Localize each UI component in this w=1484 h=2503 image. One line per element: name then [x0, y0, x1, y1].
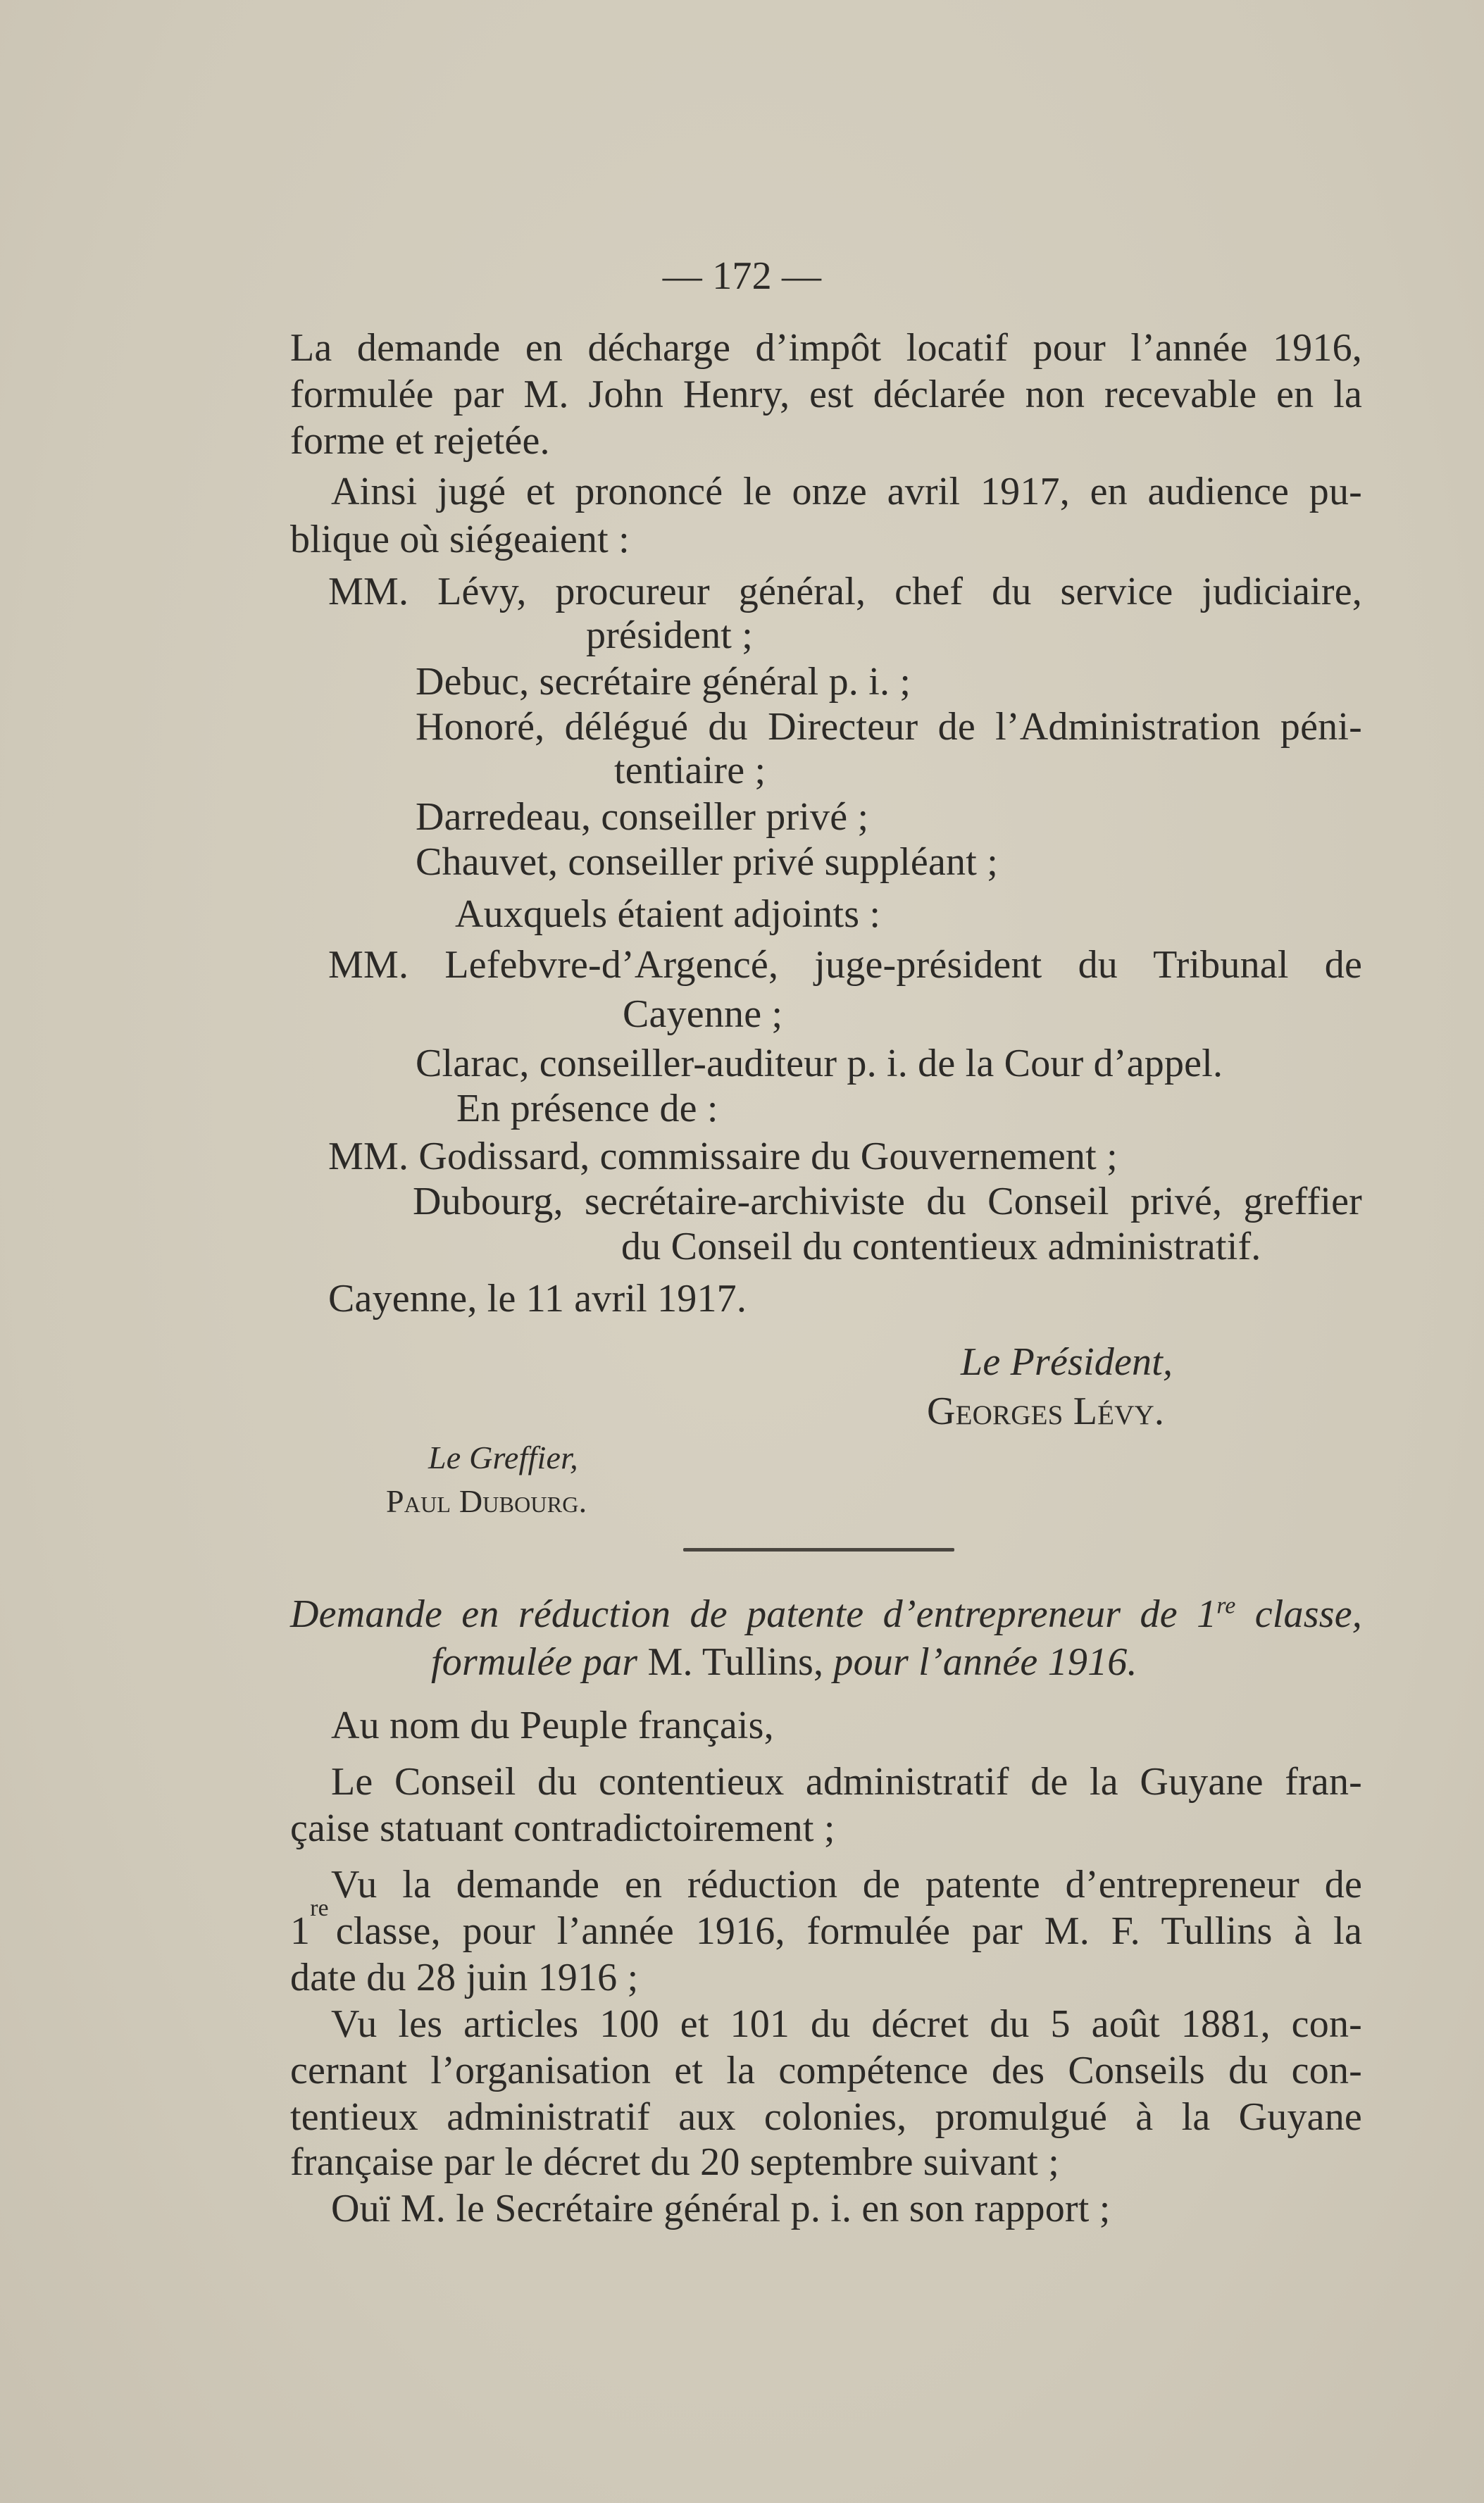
member-line: tentiaire ;	[614, 749, 766, 792]
section-heading-line: formulée par M. Tullins, pour l’année 1916.	[431, 1640, 1137, 1684]
place-date: Cayenne, le 11 avril 1917.	[328, 1277, 747, 1321]
president-title: Le Président,	[961, 1340, 1173, 1384]
text-line: blique où siégeaient :	[290, 518, 630, 561]
greffier-title: Le Greffier,	[428, 1440, 578, 1475]
text-line: Ainsi jugé et prononcé le onze avril 1917, en audience pu-	[331, 470, 1362, 513]
member-line: Chauvet, conseiller privé suppléant ;	[416, 840, 998, 884]
text-line: forme et rejetée.	[290, 419, 550, 463]
member-line: En présence de :	[456, 1087, 718, 1130]
text-line: Ouï M. le Secrétaire général p. i. en son rapport ;	[331, 2187, 1111, 2230]
section-heading-line: Demande en réduction de patente d’entrepreneur de 1re classe,	[290, 1592, 1362, 1636]
member-line: Darredeau, conseiller privé ;	[416, 795, 869, 839]
member-line: Auxquels étaient adjoints :	[455, 892, 881, 936]
text-line: La demande en décharge d’impôt locatif pour l’année 1916,	[290, 326, 1362, 370]
text-line: formulée par M. John Henry, est déclarée non recevable en la	[290, 373, 1362, 416]
member-line: MM. Lévy, procureur général, chef du service judiciaire,	[328, 570, 1362, 613]
member-line: du Conseil du contentieux administratif.	[621, 1225, 1261, 1268]
greffier-name: Paul Dubourg.	[386, 1483, 587, 1519]
member-line: MM. Lefebvre-d’Argencé, juge-président du Tribunal de	[328, 943, 1362, 987]
member-line: MM. Godissard, commissaire du Gouvernement ;	[328, 1135, 1118, 1178]
member-line: Clarac, conseiller-auditeur p. i. de la Cour d’appel.	[416, 1042, 1223, 1085]
president-name: Georges Lévy.	[927, 1390, 1165, 1433]
text-line: tentieux administratif aux colonies, promulgué à la Guyane	[290, 2095, 1362, 2139]
text-line: Le Conseil du contentieux administratif de la Guyane fran-	[331, 1760, 1362, 1804]
text-line: 1 re classe, pour l’année 1916, formulée par M. F. Tullins à la	[290, 1895, 1362, 1953]
text-line: Vu les articles 100 et 101 du décret du 5 août 1881, con-	[331, 2002, 1362, 2046]
member-line: Dubourg, secrétaire-archiviste du Conseil privé, greffier	[413, 1180, 1362, 1223]
member-line: Debuc, secrétaire général p. i. ;	[416, 660, 911, 704]
text-line: cernant l’organisation et la compétence des Conseils du con-	[290, 2049, 1362, 2092]
member-line: président ;	[586, 613, 754, 657]
page-number: — 172 —	[662, 254, 822, 298]
section-divider	[683, 1548, 954, 1552]
text-line: date du 28 juin 1916 ;	[290, 1956, 639, 1999]
member-line: Honoré, délégué du Directeur de l’Administration péni-	[416, 705, 1362, 749]
member-line: Cayenne ;	[623, 992, 783, 1036]
text-line: Au nom du Peuple français,	[331, 1704, 774, 1747]
text-line: française par le décret du 20 septembre suivant ;	[290, 2140, 1060, 2184]
text-line: çaise statuant contradictoirement ;	[290, 1806, 835, 1850]
text-line: Vu la demande en réduction de patente d’entrepreneur de	[331, 1863, 1362, 1906]
